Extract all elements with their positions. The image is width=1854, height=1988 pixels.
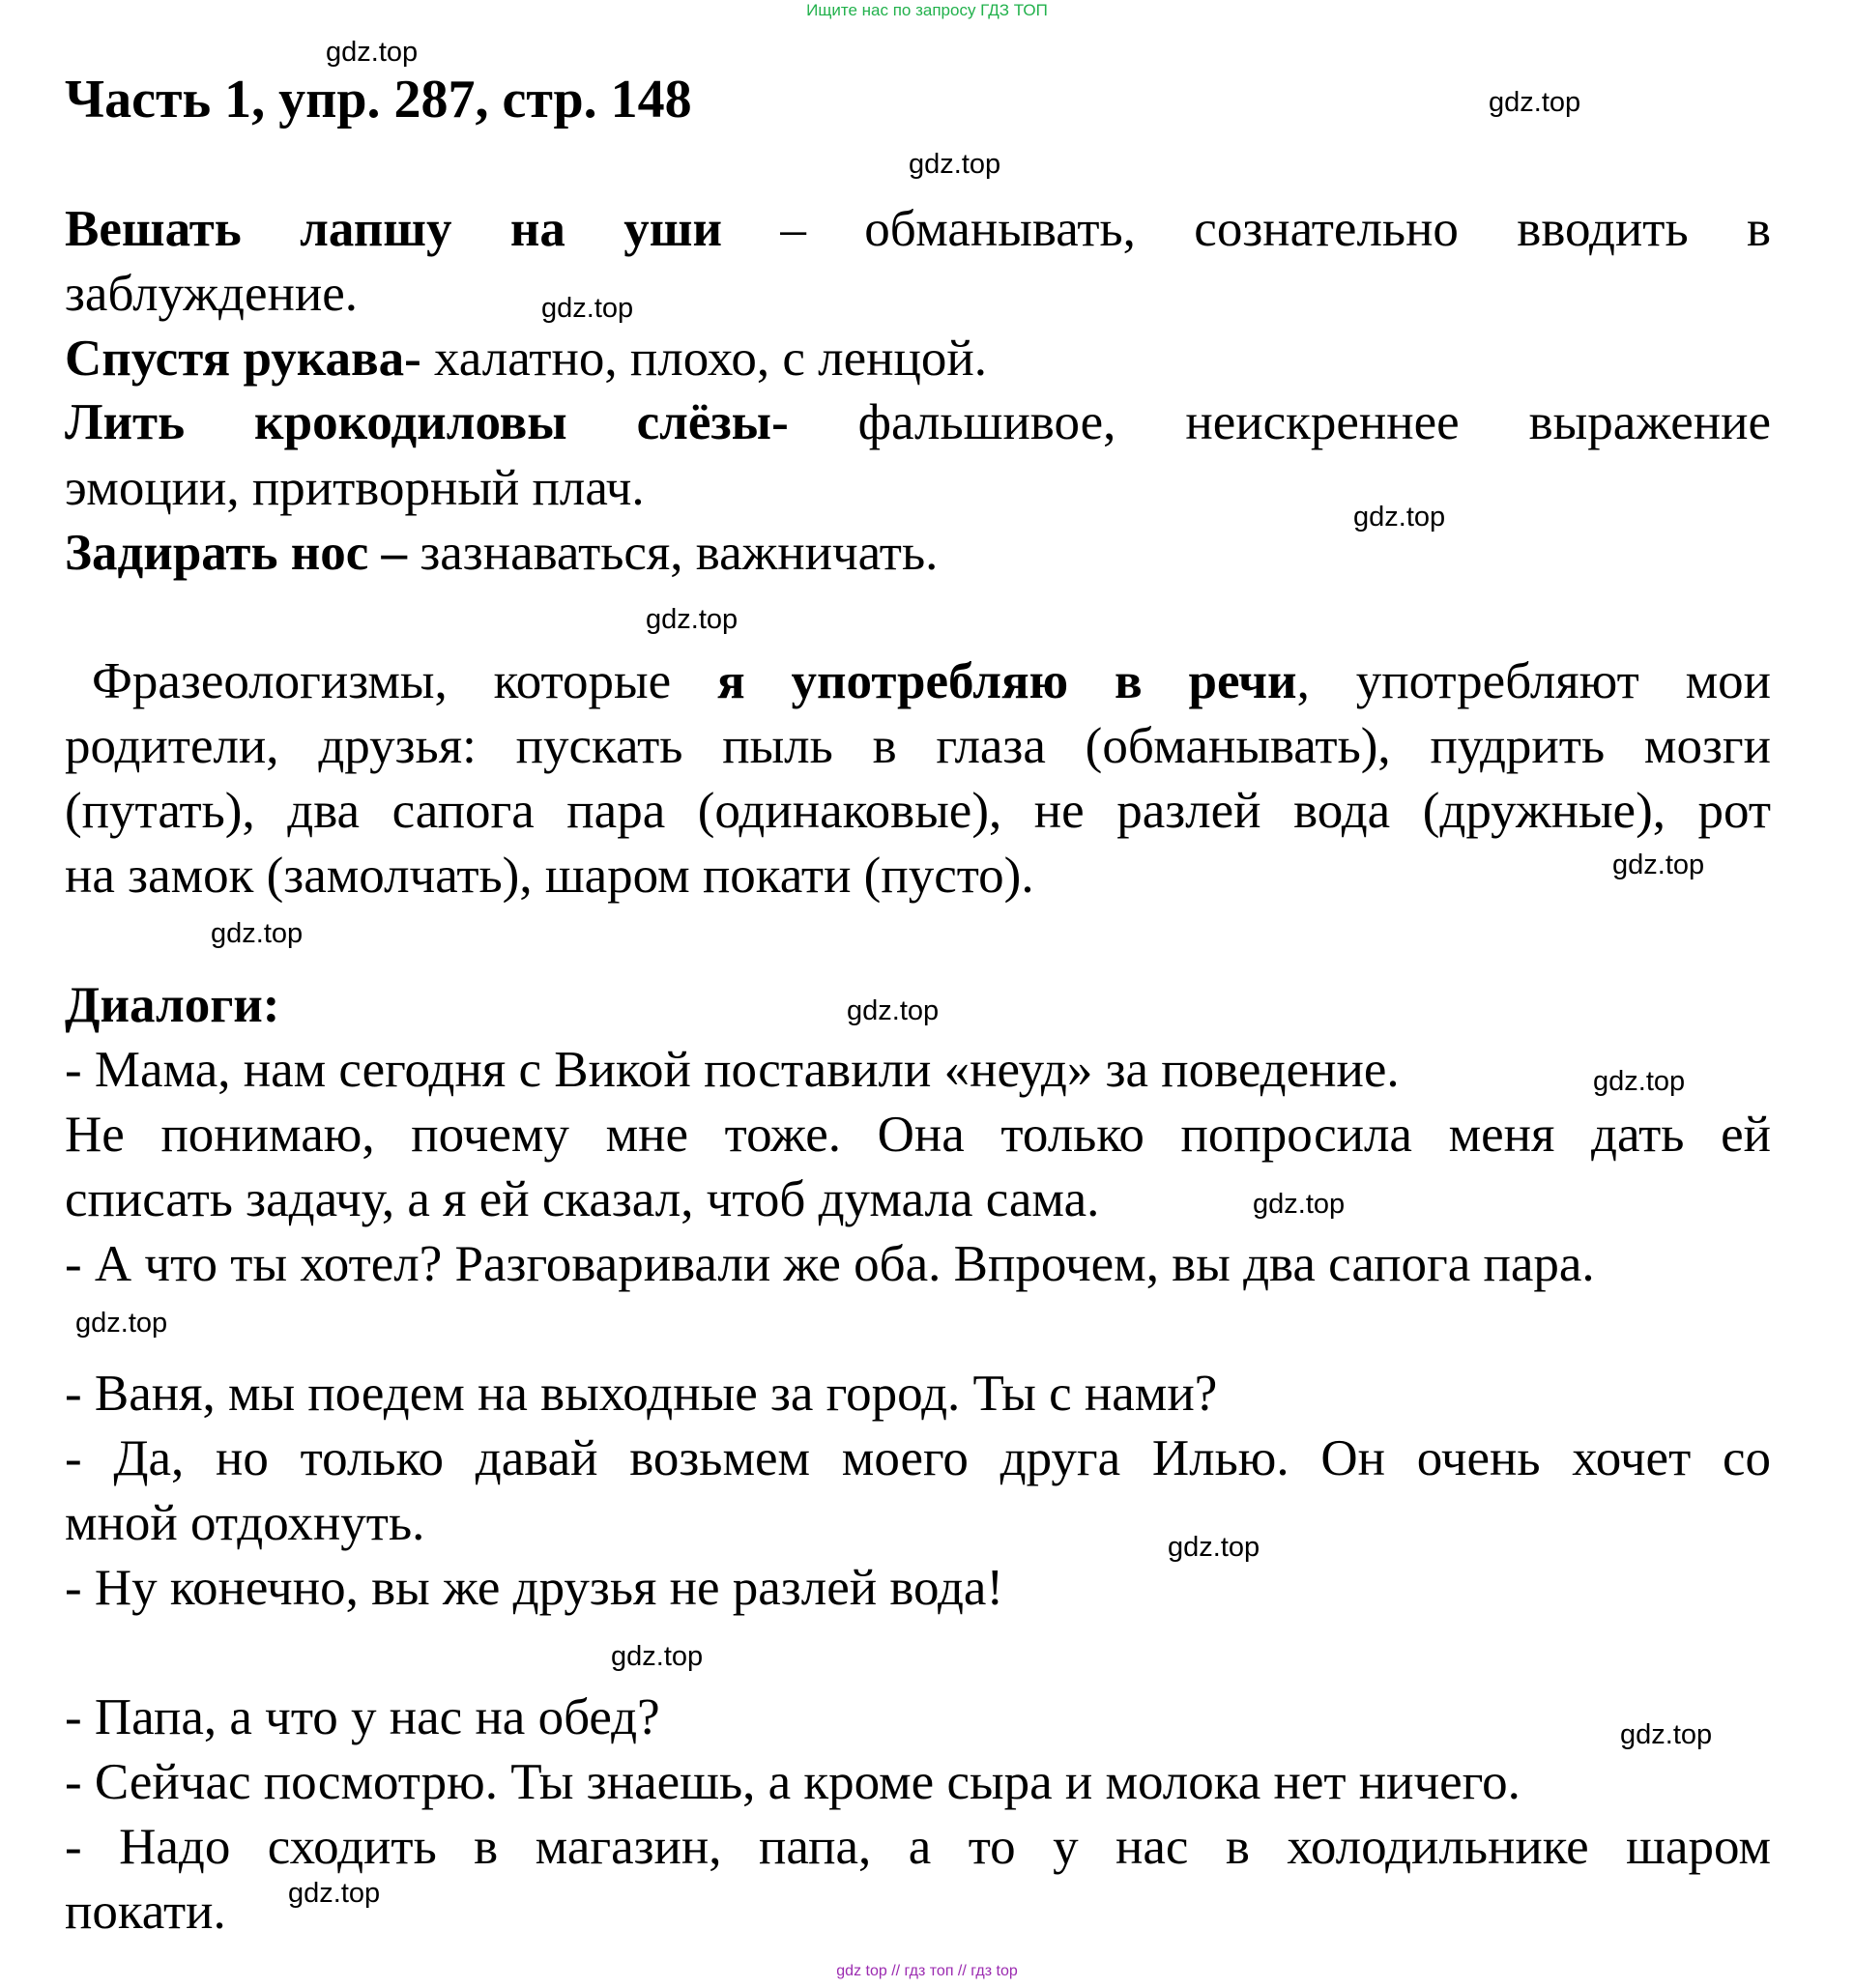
paragraph-emphasis: я употребляю в речи: [716, 653, 1297, 709]
watermark: gdz.top: [1612, 850, 1705, 880]
search-banner: Ищите нас по запросу ГДЗ ТОП: [806, 1, 1048, 19]
idiom-3-line-2: эмоции, притворный плач.: [65, 460, 645, 516]
idiom-4: [65, 523, 938, 583]
watermark: gdz.top: [1593, 1066, 1686, 1097]
dialog-2-line-2: - Да, но только давай возьмем моего друга Илью. Он очень хочет со: [65, 1430, 1771, 1486]
idiom-term: Задирать нос –: [65, 525, 408, 581]
watermark: gdz.top: [611, 1641, 704, 1672]
dialog-2-line-3: мной отдохнуть.: [65, 1495, 425, 1551]
idiom-definition: обманывать, сознательно вводить в: [864, 201, 1771, 257]
dialog-1-line-1: - Мама, нам сегодня с Викой поставили «неуд» за поведение.: [65, 1042, 1400, 1098]
watermark: gdz.top: [1353, 502, 1446, 533]
idiom-definition: фальшивое, неискреннее выражение: [788, 394, 1771, 450]
dialog-3-line-1: - Папа, а что у нас на обед?: [65, 1689, 660, 1745]
idiom-dash: –: [722, 201, 865, 257]
dialogs-heading: Диалоги:: [65, 977, 280, 1033]
dialog-1-line-3: списать задачу, а я ей сказал, чтоб думала сама.: [65, 1171, 1100, 1227]
dialog-3-line-2: - Сейчас посмотрю. Ты знаешь, а кроме сыра и молока нет ничего.: [65, 1754, 1521, 1810]
dialog-3-line-3: - Надо сходить в магазин, папа, а то у нас в холодильнике шаром: [65, 1819, 1771, 1875]
idiom-term: Спустя рукава-: [65, 331, 421, 387]
idiom-1-line-2: заблуждение.: [65, 266, 358, 322]
idiom-definition: халатно, плохо, с ленцой.: [420, 331, 987, 387]
watermark: gdz.top: [1253, 1189, 1346, 1220]
footer-watermark: gdz top // гдз топ // гдз top: [836, 1963, 1018, 1979]
watermark: gdz.top: [909, 149, 1001, 180]
watermark: gdz.top: [1489, 87, 1581, 118]
watermark: gdz.top: [288, 1878, 381, 1909]
paragraph-line-4: на замок (замолчать), шаром покати (пусто).: [65, 848, 1034, 904]
watermark: gdz.top: [541, 293, 634, 324]
idiom-term: Лить крокодиловы слёзы-: [65, 394, 789, 450]
dialog-2-line-4: - Ну конечно, вы же друзья не разлей вода!: [65, 1560, 1004, 1616]
idiom-3-line-1: [65, 392, 1771, 452]
idiom-definition: зазнаваться, важничать.: [407, 525, 939, 581]
watermark: gdz.top: [75, 1308, 168, 1339]
paragraph-text: Фразеологизмы, которые: [92, 653, 717, 709]
watermark: gdz.top: [1168, 1532, 1260, 1563]
paragraph-line-1: [65, 651, 1771, 711]
watermark: gdz.top: [646, 604, 739, 635]
paragraph-line-3: (путать), два сапога пара (одинаковые), не разлей вода (дружные), рот: [65, 783, 1771, 839]
idiom-term: Вешать лапшу на уши: [65, 201, 723, 257]
paragraph-line-2: родители, друзья: пускать пыль в глаза (обманывать), пудрить мозги: [65, 718, 1771, 774]
watermark: gdz.top: [211, 918, 304, 949]
watermark: gdz.top: [847, 995, 940, 1026]
idiom-1-line-1: [65, 199, 1771, 259]
dialog-2-line-1: - Ваня, мы поедем на выходные за город. Ты с нами?: [65, 1366, 1218, 1422]
watermark: gdz.top: [1620, 1719, 1713, 1750]
dialog-1-line-2: Не понимаю, почему мне тоже. Она только попросила меня дать ей: [65, 1107, 1771, 1163]
watermark: gdz.top: [326, 37, 419, 68]
idiom-2: [65, 329, 987, 389]
page-title: Часть 1, упр. 287, стр. 148: [65, 70, 692, 130]
paragraph-text: , употребляют мои: [1296, 653, 1772, 709]
dialog-1-line-4: - А что ты хотел? Разговаривали же оба. Впрочем, вы два сапога пара.: [65, 1236, 1595, 1292]
dialog-3-line-4: покати.: [65, 1884, 226, 1940]
